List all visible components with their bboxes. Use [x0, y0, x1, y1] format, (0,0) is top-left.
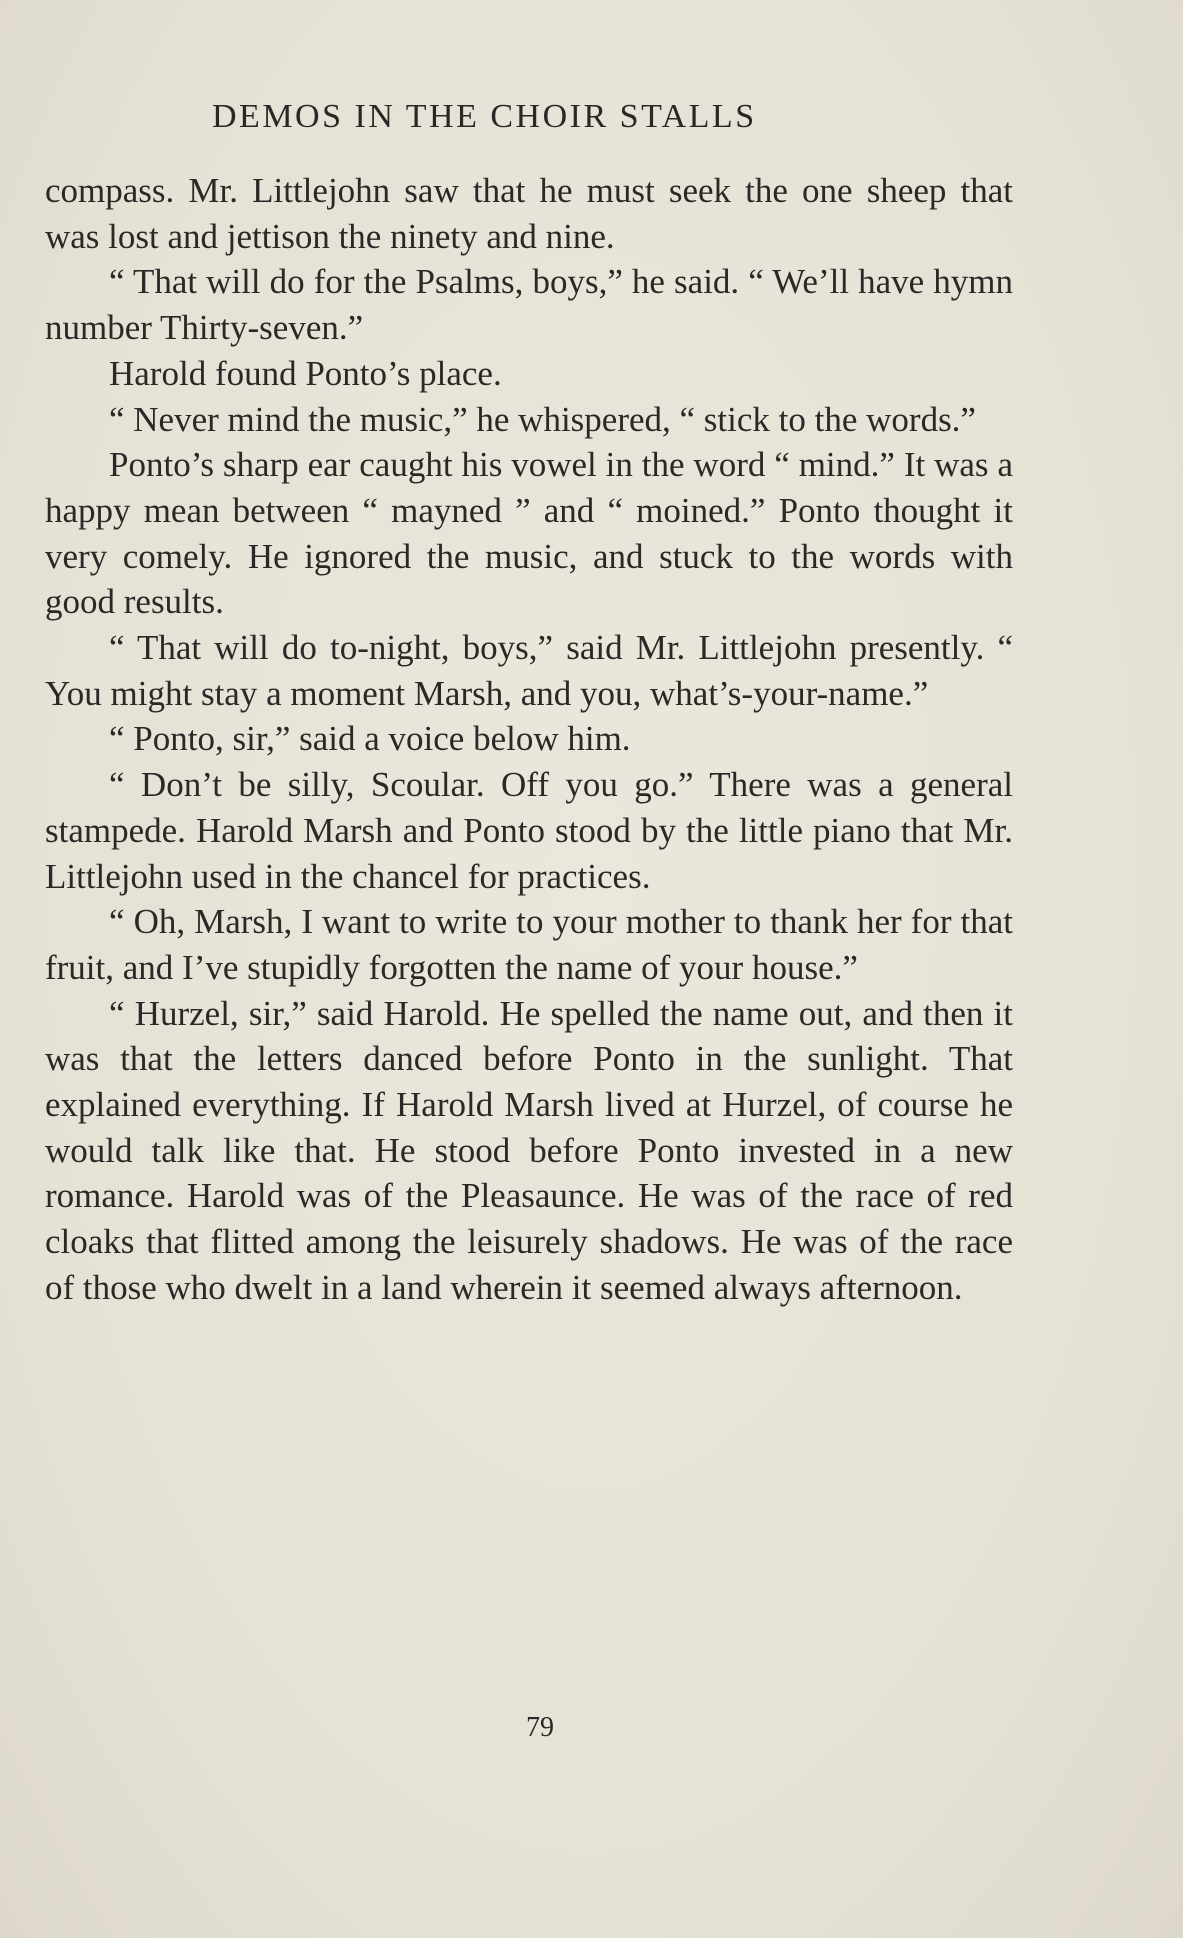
running-head: DEMOS IN THE CHOIR STALLS — [212, 98, 757, 135]
paragraph: Harold found Ponto’s place. — [109, 353, 502, 393]
paragraph: “ Oh, Marsh, I want to write to your mother to thank her for that fruit, and I’ve stupidly forgotten the name of your house.” — [45, 902, 1013, 987]
page-number: 79 — [526, 1712, 554, 1743]
paragraph: “ Never mind the music,” he whispered, “ stick to the words.” — [109, 399, 976, 439]
paragraph: compass. Mr. Littlejohn saw that he must seek the one sheep that was lost and jettison the ninety and nine. — [45, 171, 1013, 256]
paragraph: “ That will do for the Psalms, boys,” he said. “ We’ll have hymn number Thirty-seven.” — [45, 262, 1013, 348]
paragraph: “ Don’t be silly, Scoular. Off you go.” There was a general stampede. Harold Marsh and Ponto stood by the little piano that Mr. Littlejohn used in the chancel for practices. — [45, 765, 1013, 896]
paragraph: Ponto’s sharp ear caught his vowel in the word “ mind.” It was a happy mean between “ mayned ” and “ moined.” Ponto thought it very comely. He ignored the music, and stuck to the words with good results. — [45, 445, 1013, 622]
paragraph: “ Ponto, sir,” said a voice below him. — [109, 719, 631, 759]
body-text — [45, 168, 1013, 1311]
paragraph: “ That will do to-night, boys,” said Mr. Littlejohn presently. “ You might stay a moment Marsh, and you, what’s-your-name.” — [45, 628, 1013, 713]
paragraph: “ Hurzel, sir,” said Harold. He spelled the name out, and then it was that the letters danced before Ponto in the sunlight. That explained everything. If Harold Marsh lived at Hurzel, of course he would talk like that. He stood before Ponto invested in a new romance. Harold was of the Pleasaunce. He was of the race of red cloaks that flitted among the leisurely shadows. He was of the race of those who dwelt in a land wherein it seemed always afternoon. — [45, 993, 1013, 1307]
